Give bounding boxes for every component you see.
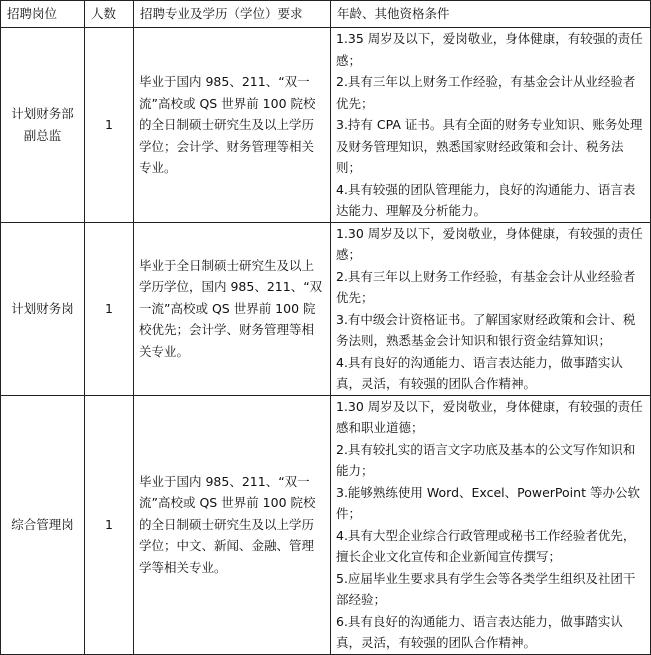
count-cell: 1 [85,222,134,395]
requirement-item: 1.30 周岁及以下，爱岗敬业，身体健康，有较强的责任感； [336,225,643,262]
requirement-item: 3.有中级会计资格证书。了解国家财经政策和会计、税务法则，熟悉基金会计知识和银行资金结算知识； [336,311,636,348]
position-cell: 计划财务岗 [1,222,85,395]
count-cell: 1 [85,395,134,654]
requirement-item: 4.具有良好的沟通能力、语言表达能力，做事踏实认真，灵活，有较强的团队合作精神。 [336,354,623,391]
requirement-item: 4.具有大型企业综合行政管理或秘书工作经验者优先，擅长企业文化宣传和企业新闻宣传撰写； [336,527,636,564]
header-row [1,1,651,28]
requirement-item: 4.具有较强的团队管理能力，良好的沟通能力、语言表达能力、理解及分析能力。 [336,181,636,218]
requirement-item: 3.持有 CPA 证书。具有全面的财务专业知识、账务处理及财务管理知识，熟悉国家财经政策和会计、税务法则； [336,117,643,175]
table-row [1,222,651,395]
table-row [1,28,651,223]
requirement-item: 6.具有良好的沟通能力、语言表达能力，做事踏实认真，灵活，有较强的团队合作精神。 [336,613,623,650]
requirement-item: 2.具有较扎实的语言文字功底及基本的公文写作知识和能力； [336,441,636,478]
header-major: 招聘专业及学历（学位）要求 [134,1,331,28]
requirement-item: 1.35 周岁及以下，爱岗敬业，身体健康，有较强的责任感； [336,31,643,68]
position-cell: 综合管理岗 [1,395,85,654]
requirement-item: 3.能够熟练使用 Word、Excel、PowerPoint 等办公软件； [336,484,640,521]
major-cell: 毕业于国内 985、211、“双一流”高校或 QS 世界前 100 院校的全日制硕士研究生及以上学历学位；会计学、财务管理等相关专业。 [134,28,331,223]
requirements-cell [331,222,651,395]
requirement-item: 2.具有三年以上财务工作经验，有基金会计从业经验者优先； [336,74,636,111]
requirement-item: 1.30 周岁及以下，爱岗敬业，身体健康，有较强的责任感和职业道德； [336,398,643,435]
header-count: 人数 [85,1,134,28]
requirements-cell [331,395,651,654]
requirement-item: 2.具有三年以上财务工作经验，有基金会计从业经验者优先； [336,268,636,305]
header-requirements: 年龄、其他资格条件 [331,1,651,28]
requirement-item: 5.应届毕业生要求具有学生会等各类学生组织及社团干部经验； [336,570,636,607]
position-cell: 计划财务部副总监 [1,28,85,223]
table-row [1,395,651,654]
major-cell: 毕业于国内 985、211、“双一流”高校或 QS 世界前 100 院校的全日制硕士研究生及以上学历学位；中文、新闻、金融、管理学等相关专业。 [134,395,331,654]
header-position: 招聘岗位 [1,1,85,28]
count-cell: 1 [85,28,134,223]
table-body [1,28,651,655]
major-cell: 毕业于全日制硕士研究生及以上学历学位，国内 985、211、“双一流”高校或 QS 世界前 100 院校优先；会计学、财务管理等相关专业。 [134,222,331,395]
table-header [1,1,651,28]
requirements-cell [331,28,651,223]
